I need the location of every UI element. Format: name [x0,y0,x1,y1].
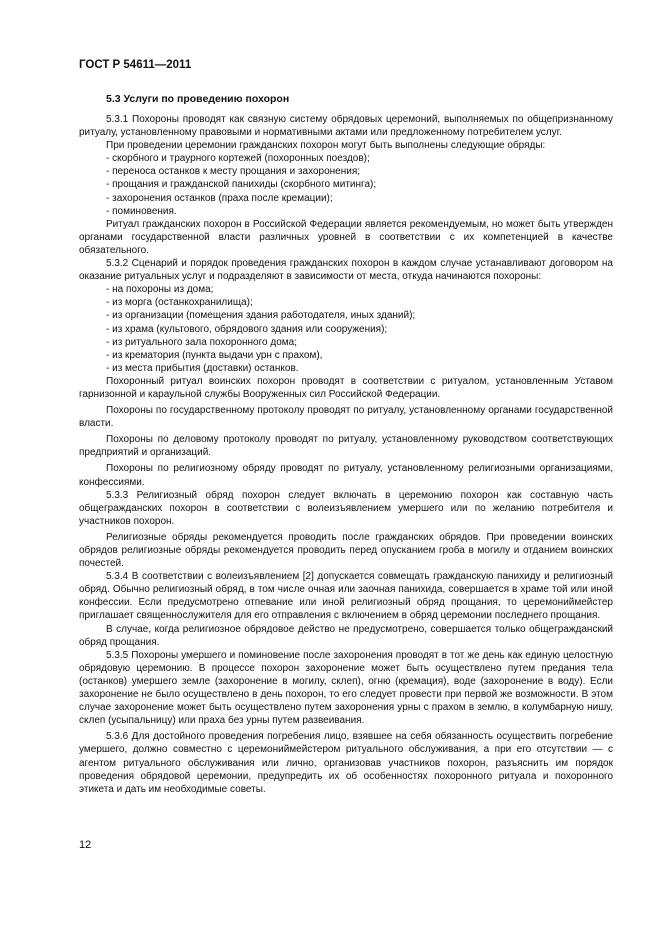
list-item: - из места прибытия (доставки) останков. [106,362,299,374]
section-title: 5.3 Услуги по проведению похорон [106,93,290,105]
paragraph: Похоронный ритуал воинских похорон проводят в соответствии с ритуалом, установленным Уставом гарнизонной и караульной службы Вооруженных сил Российской Федерации. [79,375,613,400]
paragraph: 5.3.4 В соответствии с волеизъявлением [2] допускается совмещать гражданскую панихиду и религиозный обряд. Обычно религиозный обряд, в том числе очная или заочная панихида, совершается в храме той или иной конфессии. Если предусмотрено отпевание или иной религиозный обряд прощания, то церемониймейстер приглашает священнослужителя для его отправления с включением в обряд церемонии последнего прощания. [79,571,613,622]
list-item: - переноса останков к месту прощания и захоронения; [106,166,361,178]
list-item: - поминовения. [106,205,177,217]
paragraph: При проведении церемонии гражданских похорон могут быть выполнены следующие обряды: [106,140,546,152]
paragraph: 5.3.5 Похороны умершего и поминовение после захоронения проводят в тот же день как единую целостную обрядовую церемонию. В процессе похорон захоронение может быть осуществлено путем предания тела (останков) умершего земле (захоронение в могилу, склеп), огню (кремация), воде (захоронение в воду). Если захоронение не было осуществлено в день похорон, то его следует провести при первой же возможности. В этом случае захоронение может быть осуществлено путем захоронения урны с прахом в землю, в колумбарную нишу, склеп (усыпальницу) или праха без урны путем развеивания. [79,649,613,727]
paragraph: Похороны по деловому протоколу проводят по ритуалу, установленному руководством соответствующих предприятий и организаций. [79,434,613,459]
paragraph: 5.3.1 Похороны проводят как связную систему обрядовых церемоний, выполняемых по общепризнанному ритуалу, установленному правовыми и нормативными актами или предложенному потребителем услуг. [79,114,613,139]
list-item: - из организации (помещения здания работодателя, иных зданий); [106,310,416,322]
page-number: 12 [79,839,92,851]
list-item: - из храма (культового, обрядового здания или сооружения); [106,323,388,335]
list-item: - из ритуального зала похоронного дома; [106,336,297,348]
list-item: - скорбного и траурного кортежей (похоронных поездов); [106,153,370,165]
list-item: - прощания и гражданской панихиды (скорбного митинга); [106,179,377,191]
list-item: - на похороны из дома; [106,284,214,296]
paragraph: В случае, когда религиозное обрядовое действо не предусмотрено, совершается только общегражданский обряд прощания. [79,623,613,648]
list-item: - из крематория (пункта выдачи урн с прахом), [106,349,323,361]
document-page [79,59,613,796]
standard-designation: ГОСТ Р 54611—2011 [79,59,192,71]
paragraph: 5.3.2 Сценарий и порядок проведения гражданских похорон в каждом случае устанавливают договором на оказание ритуальных услуг и подразделяют в зависимости от места, откуда начинаются похороны: [79,258,613,283]
paragraph: Похороны по государственному протоколу проводят по ритуалу, установленному органами государственной власти. [79,405,613,430]
paragraph: Религиозные обряды рекомендуется проводить после гражданских обрядов. При проведении воинских обрядов религиозные обряды рекомендуется проводить перед опусканием гроба в могилу и отданием воинских почестей. [79,531,613,570]
paragraph: Ритуал гражданских похорон в Российской Федерации является рекомендуемым, но может быть утвержден органами государственной власти различных уровней в соответствии с их компетенцией в качестве обязательного. [79,218,613,256]
paragraph: 5.3.3 Религиозный обряд похорон следует включать в церемонию похорон как составную часть общегражданских похорон в соответствии с волеизъявлением умершего или по желанию потребителя и участников похорон. [79,489,613,527]
paragraph: 5.3.6 Для достойного проведения погребения лицо, взявшее на себя обязанность осуществить погребение умершего, должно совместно с церемониймейстером ритуального обслуживания, а при его отсутствии — с агентом ритуального обслуживания или лично, организовав участников похорон, разъяснить им порядок проведения обрядовой церемонии, предупредить их об особенностях похоронного ритуала и похоронного этикета и дать им необходимые советы. [79,731,613,795]
list-item: - захоронения останков (праха после кремации); [106,192,333,204]
section-body [79,113,613,796]
paragraph: Похороны по религиозному обряду проводят по ритуалу, установленному религиозными организациями, конфессиями. [79,463,613,488]
list-item: - из морга (останкохранилища); [106,297,253,309]
